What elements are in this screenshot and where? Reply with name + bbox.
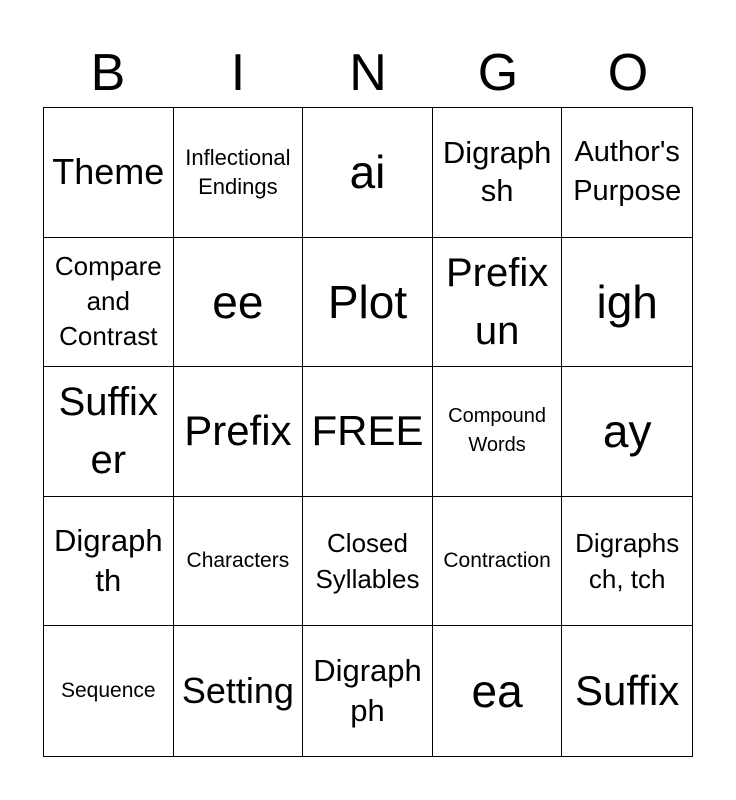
cell-label: Theme	[52, 151, 165, 193]
cell-label: Suffix er	[58, 380, 158, 483]
cell-label: Plot	[327, 275, 408, 328]
bingo-cell[interactable]	[433, 626, 563, 756]
bingo-cell[interactable]	[562, 238, 692, 368]
bingo-cell[interactable]	[433, 238, 563, 368]
cell-label: ea	[471, 665, 523, 718]
cell-label: ai	[349, 146, 386, 199]
bingo-cell[interactable]	[174, 238, 304, 368]
bingo-cell[interactable]	[303, 108, 433, 238]
bingo-cell[interactable]	[433, 108, 563, 238]
bingo-cell[interactable]	[174, 626, 304, 756]
cell-label: Characters	[186, 549, 290, 573]
bingo-cell[interactable]	[44, 108, 174, 238]
bingo-cell[interactable]	[44, 497, 174, 627]
bingo-cell[interactable]	[174, 108, 304, 238]
cell-label: Digraph th	[54, 523, 163, 599]
cell-label: Sequence	[61, 679, 156, 703]
bingo-cell[interactable]	[562, 367, 692, 497]
bingo-card-grid	[43, 107, 693, 757]
header-letter-g: G	[477, 44, 519, 102]
cell-label: ee	[212, 275, 264, 328]
cell-label: Author's Purpose	[573, 136, 682, 208]
cell-label: Contraction	[443, 549, 551, 573]
cell-label: Compare and Contrast	[54, 251, 162, 352]
bingo-cell[interactable]	[303, 367, 433, 497]
bingo-cell[interactable]	[303, 497, 433, 627]
bingo-cell[interactable]	[433, 367, 563, 497]
bingo-cell[interactable]	[303, 626, 433, 756]
cell-label: Inflectional Endings	[185, 145, 291, 200]
cell-label: Digraph ph	[313, 653, 422, 729]
bingo-cell[interactable]	[562, 108, 692, 238]
header-letter-n: N	[349, 44, 387, 102]
header-letter-i: I	[230, 44, 246, 102]
cell-label: Prefix un	[445, 250, 549, 353]
bingo-cell[interactable]	[174, 367, 304, 497]
cell-label: Closed Syllables	[315, 528, 420, 595]
cell-label: FREE	[311, 407, 424, 455]
bingo-cell[interactable]	[44, 367, 174, 497]
bingo-cell[interactable]	[44, 238, 174, 368]
cell-label: Suffix	[575, 667, 680, 715]
bingo-cell[interactable]	[433, 497, 563, 627]
bingo-cell[interactable]	[562, 497, 692, 627]
bingo-cell[interactable]	[174, 497, 304, 627]
bingo-cell[interactable]	[44, 626, 174, 756]
bingo-cell[interactable]	[303, 238, 433, 368]
header-letter-b: B	[90, 44, 126, 102]
bingo-header	[43, 40, 693, 106]
cell-label: Setting	[181, 670, 294, 712]
cell-label: Prefix	[184, 407, 292, 455]
bingo-cell[interactable]	[562, 626, 692, 756]
header-letter-o: O	[607, 44, 649, 102]
cell-label: Digraphs ch, tch	[575, 528, 680, 595]
cell-label: ay	[602, 405, 652, 458]
cell-label: Digraph sh	[442, 135, 552, 209]
cell-label: Compound Words	[448, 405, 547, 457]
cell-label: igh	[596, 275, 658, 328]
